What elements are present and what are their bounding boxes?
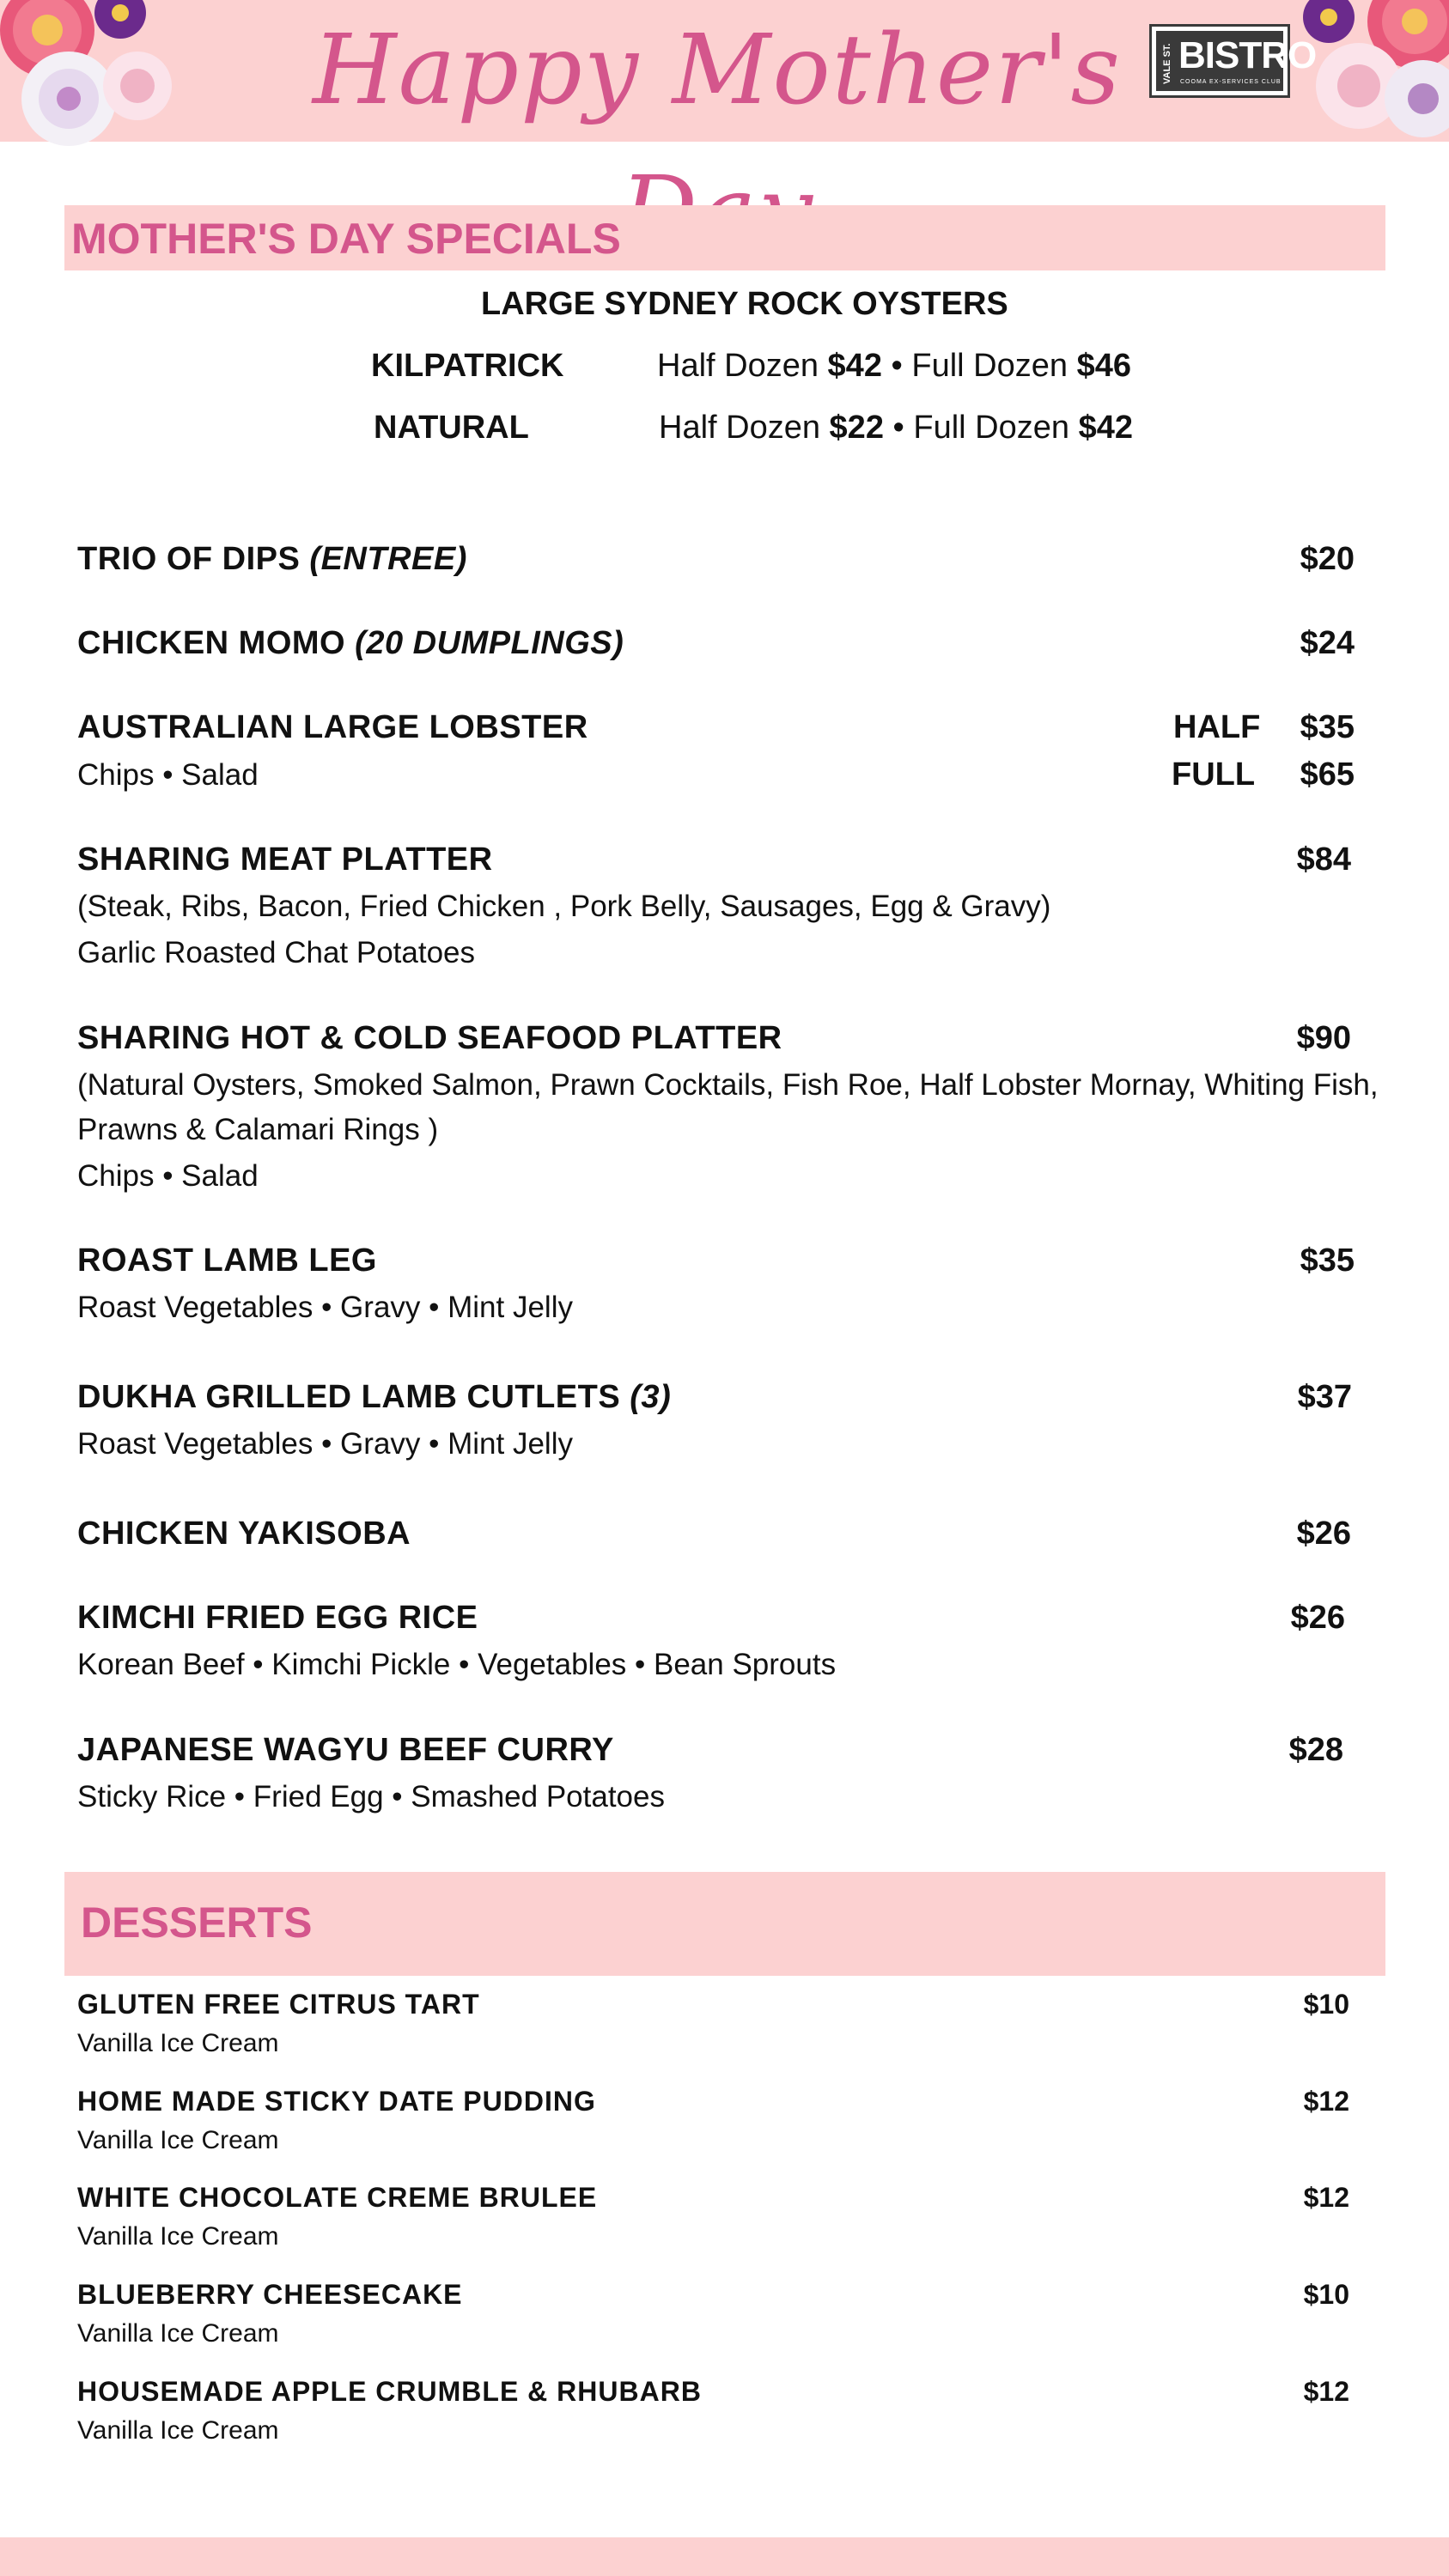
logo-panel xyxy=(1156,31,1317,91)
menu-item-desc: Garlic Roasted Chat Potatoes xyxy=(77,936,476,969)
item-note: (20 DUMPLINGS) xyxy=(355,625,624,661)
full-dozen-label: Full Dozen xyxy=(913,410,1070,446)
menu-item-price-full: $65 xyxy=(1300,756,1355,793)
menu-item-desc: Prawns & Calamari Rings ) xyxy=(77,1113,439,1146)
dessert-desc: Vanilla Ice Cream xyxy=(77,2126,279,2154)
dessert-price: $12 xyxy=(1303,2182,1349,2213)
footer-band xyxy=(0,2537,1449,2576)
menu-item-name: ROAST LAMB LEG xyxy=(77,1242,377,1279)
menu-item-desc: Chips • Salad xyxy=(77,758,259,792)
size-label-full: FULL xyxy=(1172,756,1256,793)
half-dozen-label: Half Dozen xyxy=(657,348,819,384)
dessert-price: $10 xyxy=(1303,2279,1349,2310)
menu-item-price: $84 xyxy=(1296,841,1351,878)
dessert-name: WHITE CHOCOLATE CREME BRULEE xyxy=(77,2182,598,2213)
full-dozen-price: $42 xyxy=(1078,410,1133,446)
item-note: (3) xyxy=(630,1379,672,1415)
logo-subtitle: COOMA EX-SERVICES CLUB xyxy=(1180,79,1282,85)
oyster-prices-kilpatrick xyxy=(657,348,1131,385)
menu-item-name: AUSTRALIAN LARGE LOBSTER xyxy=(77,709,588,745)
menu-item-price: $26 xyxy=(1290,1600,1345,1636)
bistro-logo xyxy=(1149,24,1317,98)
menu-item-desc: (Natural Oysters, Smoked Salmon, Prawn Cocktails, Fish Roe, Half Lobster Mornay, Whiting Fish, xyxy=(77,1068,1379,1102)
dessert-desc: Vanilla Ice Cream xyxy=(77,2319,279,2348)
menu-item-price: $26 xyxy=(1296,1516,1351,1552)
menu-item-name: KIMCHI FRIED EGG RICE xyxy=(77,1600,478,1636)
full-dozen-price: $46 xyxy=(1076,348,1131,384)
flower-decoration-left-icon xyxy=(0,0,189,142)
item-title: CHICKEN MOMO xyxy=(77,625,346,661)
item-title: DUKHA GRILLED LAMB CUTLETS xyxy=(77,1379,621,1415)
dessert-price: $10 xyxy=(1303,1989,1349,2020)
item-title: TRIO OF DIPS xyxy=(77,541,301,577)
menu-item-price: $20 xyxy=(1300,541,1355,577)
menu-item-desc: Roast Vegetables • Gravy • Mint Jelly xyxy=(77,1291,573,1324)
separator: • xyxy=(892,410,904,446)
menu-item-name: JAPANESE WAGYU BEEF CURRY xyxy=(77,1732,614,1768)
menu-item-desc: (Steak, Ribs, Bacon, Fried Chicken , Pork Belly, Sausages, Egg & Gravy) xyxy=(77,890,1051,923)
menu-item-name xyxy=(77,541,467,578)
menu-item-name: SHARING HOT & COLD SEAFOOD PLATTER xyxy=(77,1020,782,1056)
flower-decoration-right-icon xyxy=(1286,0,1449,142)
menu-item-name: SHARING MEAT PLATTER xyxy=(77,841,493,878)
dessert-desc: Vanilla Ice Cream xyxy=(77,2416,279,2445)
menu-item-price: $90 xyxy=(1296,1020,1351,1056)
separator: • xyxy=(891,348,903,384)
dessert-price: $12 xyxy=(1303,2086,1349,2117)
oyster-name-natural: NATURAL xyxy=(374,410,529,446)
logo-vale-text: VALE ST. xyxy=(1162,43,1172,84)
dessert-name: HOUSEMADE APPLE CRUMBLE & RHUBARB xyxy=(77,2376,702,2407)
dessert-name: HOME MADE STICKY DATE PUDDING xyxy=(77,2086,596,2117)
page-title: Happy Mother's xyxy=(312,15,1123,126)
logo-word: BISTRO xyxy=(1178,34,1317,76)
menu-item-name xyxy=(77,1379,671,1416)
dessert-name: BLUEBERRY CHEESECAKE xyxy=(77,2279,463,2310)
size-label-half: HALF xyxy=(1173,709,1261,745)
half-dozen-price: $42 xyxy=(827,348,882,384)
menu-item-price: $24 xyxy=(1300,625,1355,661)
menu-item-price: $37 xyxy=(1297,1379,1352,1415)
dessert-desc: Vanilla Ice Cream xyxy=(77,2029,279,2057)
menu-item-price: $35 xyxy=(1300,1242,1355,1279)
specials-heading: MOTHER'S DAY SPECIALS xyxy=(71,215,621,263)
menu-item-name: CHICKEN YAKISOBA xyxy=(77,1516,411,1552)
item-note: (ENTREE) xyxy=(309,541,467,577)
specials-header-band xyxy=(64,205,1385,270)
oyster-prices-natural xyxy=(659,410,1133,447)
desserts-header-band xyxy=(64,1872,1385,1976)
menu-item-desc: Sticky Rice • Fried Egg • Smashed Potatoes xyxy=(77,1780,665,1814)
half-dozen-label: Half Dozen xyxy=(659,410,820,446)
menu-item-name xyxy=(77,625,624,662)
menu-item-desc: Chips • Salad xyxy=(77,1159,259,1193)
oysters-title: LARGE SYDNEY ROCK OYSTERS xyxy=(481,286,1008,322)
half-dozen-price: $22 xyxy=(829,410,884,446)
desserts-heading: DESSERTS xyxy=(81,1899,313,1947)
dessert-name: GLUTEN FREE CITRUS TART xyxy=(77,1989,480,2020)
menu-item-price-half: $35 xyxy=(1300,709,1355,745)
menu-item-price: $28 xyxy=(1288,1732,1343,1768)
header-banner xyxy=(0,0,1449,142)
oyster-name-kilpatrick: KILPATRICK xyxy=(371,348,564,384)
full-dozen-label: Full Dozen xyxy=(911,348,1068,384)
menu-item-desc: Roast Vegetables • Gravy • Mint Jelly xyxy=(77,1427,573,1461)
dessert-price: $12 xyxy=(1303,2376,1349,2407)
menu-item-desc: Korean Beef • Kimchi Pickle • Vegetables • Bean Sprouts xyxy=(77,1648,837,1681)
dessert-desc: Vanilla Ice Cream xyxy=(77,2222,279,2251)
